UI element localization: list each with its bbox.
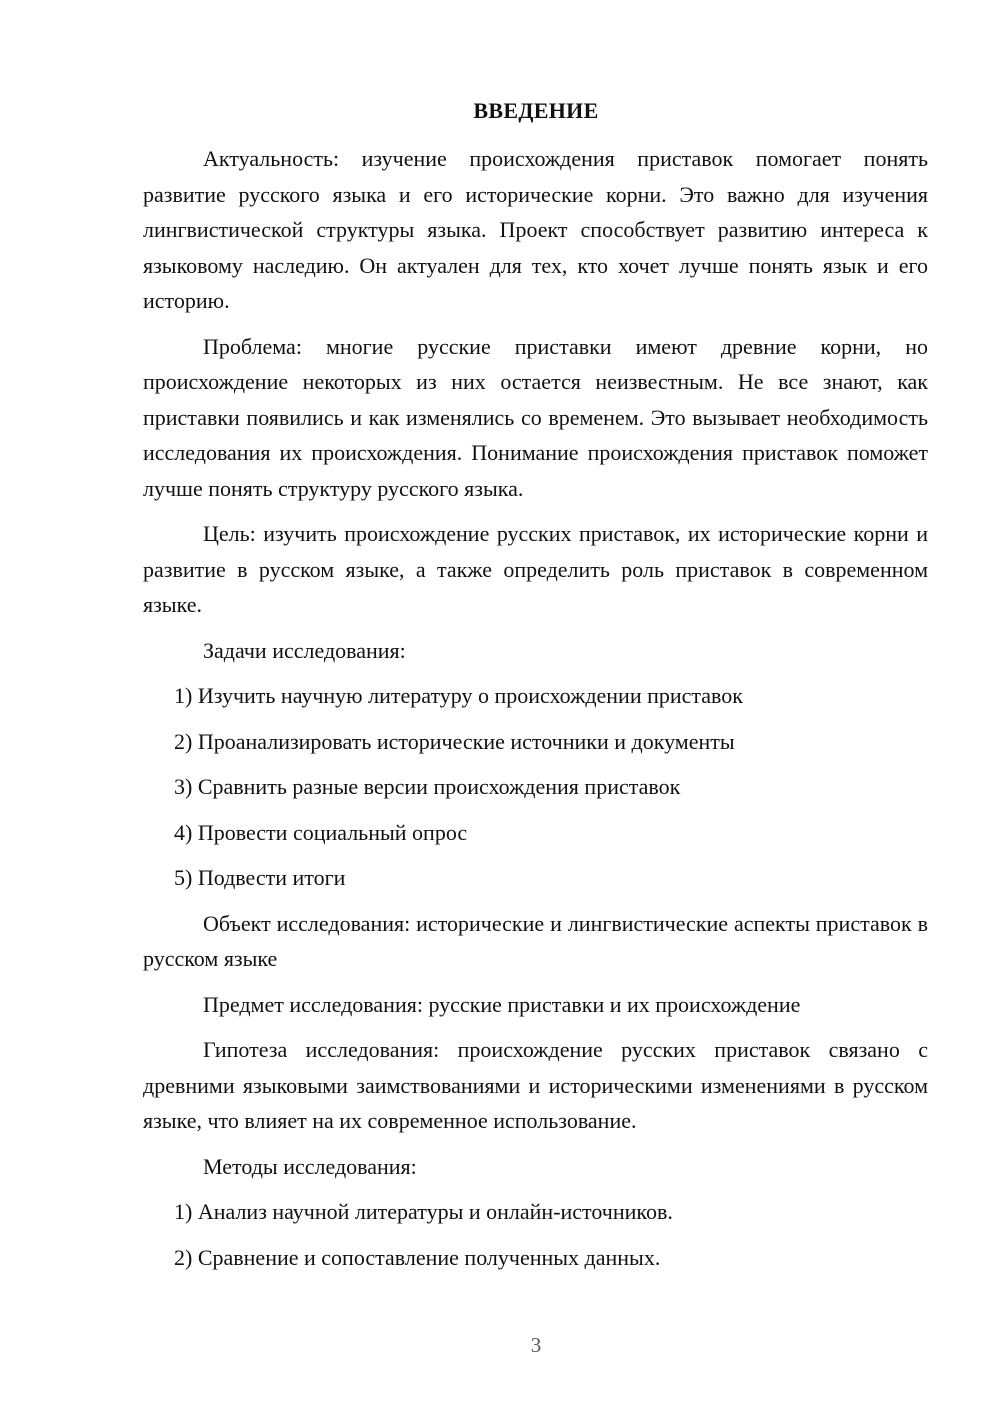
list-item-method-1: 1) Анализ научной литературы и онлайн-источников. xyxy=(174,1199,673,1224)
list-item-task-2: 2) Проанализировать исторические источники и документы xyxy=(174,728,735,754)
methods-list xyxy=(143,1194,928,1275)
tasks-list xyxy=(143,678,928,896)
methods-heading: Методы исследования: xyxy=(203,1153,417,1179)
page-title: ВВЕДЕНИЕ xyxy=(473,98,599,123)
problem-paragraph: Проблема: многие русские приставки имеют древние корни, но происхождение некоторых из них остается неизвестным. Не все знают, как приставки появились и как изменялись со временем. Это вызывает необходимость исследования их происхождения. Понимание происхождения приставок поможет лучше понять структуру русского языка. xyxy=(143,333,928,501)
list-item-method-2: 2) Сравнение и сопоставление полученных данных. xyxy=(174,1244,661,1270)
object-paragraph: Объект исследования: исторические и лингвистические аспекты приставок в русском языке xyxy=(143,910,928,971)
page-number: 3 xyxy=(530,1333,542,1357)
goal-paragraph: Цель: изучить происхождение русских приставок, их исторические корни и развитие в русском языке, а также определить роль приставок в современном языке. xyxy=(143,521,928,617)
hypothesis-paragraph: Гипотеза исследования: происхождение русских приставок связано с древними языковыми заимствованиями и историческими изменениями в русском языке, что влияет на их современное использование. xyxy=(143,1037,928,1133)
list-item-task-5: 5) Подвести итоги xyxy=(174,865,346,890)
relevance-paragraph: Актуальность: изучение происхождения приставок помогает понять развитие русского языка и его исторические корни. Это важно для изучения лингвистической структуры языка. Проект способствует развитию интереса к языковому наследию. Он актуален для тех, кто хочет лучше понять язык и его историю. xyxy=(143,146,928,313)
tasks-heading: Задачи исследования: xyxy=(203,637,406,663)
list-item-task-1: 1) Изучить научную литературу о происхождении приставок xyxy=(174,683,743,708)
subject-paragraph: Предмет исследования: русские приставки и их происхождение xyxy=(203,991,801,1017)
document-body xyxy=(143,141,928,1285)
list-item-task-4: 4) Провести социальный опрос xyxy=(174,819,468,845)
list-item-task-3: 3) Сравнить разные версии происхождения приставок xyxy=(174,774,681,799)
